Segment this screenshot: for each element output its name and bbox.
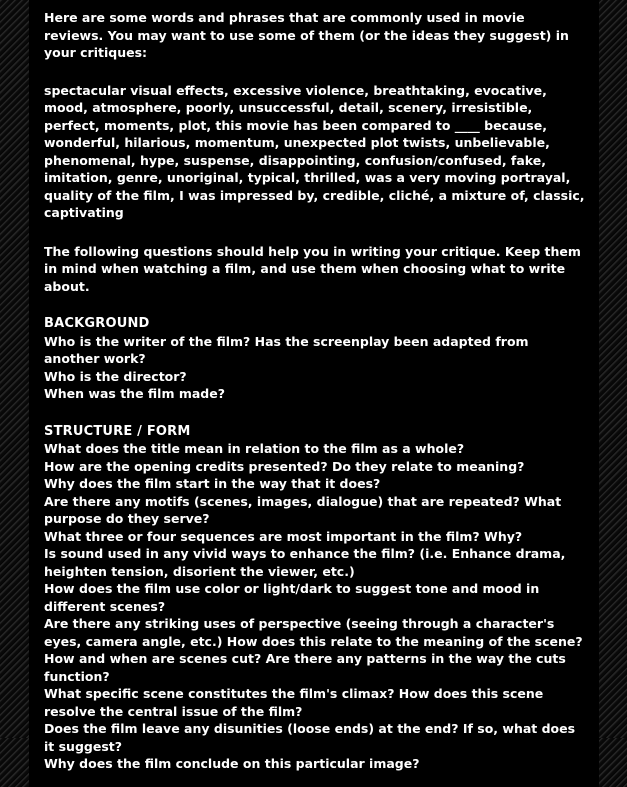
section-background <box>44 315 585 403</box>
question-item: How and when are scenes cut? Are there any patterns in the way the cuts function? <box>44 651 566 684</box>
question-item: What specific scene constitutes the film's climax? How does this scene resolve the central issue of the film? <box>44 686 544 719</box>
question-item: How are the opening credits presented? Do they relate to meaning? <box>44 458 525 474</box>
question-item: Why does the film conclude on this particular image? <box>44 756 420 771</box>
question-item: What three or four sequences are most important in the film? Why? <box>44 528 523 544</box>
instructions-paragraph: The following questions should help you in writing your critique. Keep them in mind when watching a film, and use them when choosing what to write about. <box>44 243 581 294</box>
question-item: How does the film use color or light/dark to suggest tone and mood in different scenes? <box>44 581 540 614</box>
intro-paragraph: Here are some words and phrases that are commonly used in movie reviews. You may want to use some of them (or the ideas they suggest) in your critiques: <box>44 10 569 60</box>
question-item: Does the film leave any disunities (loose ends) at the end? If so, what does it suggest? <box>44 721 576 754</box>
question-item: Are there any striking uses of perspective (seeing through a character's eyes, camera angle, etc.) How does this relate to the meaning of the scene? <box>44 616 583 649</box>
question-item: When was the film made? <box>44 386 225 401</box>
question-item: Why does the film start in the way that it does? <box>44 476 381 491</box>
question-item: Who is the director? <box>44 368 187 384</box>
question-item: Is sound used in any vivid ways to enhance the film? (i.e. Enhance drama, heighten tension, disorient the viewer, etc.) <box>44 546 566 579</box>
section-heading: STRUCTURE / FORM <box>44 423 191 439</box>
section-heading: BACKGROUND <box>44 316 150 331</box>
word-list-paragraph: spectacular visual effects, excessive violence, breathtaking, evocative, mood, atmosphere, poorly, unsuccessful, detail, scenery, irresistible, perfect, moments, plot, this movie has been compared to ____ because, wonderful, hilarious, momentum, unexpected plot twists, unbelievable, phenomenal, hype, suspense, disappointing, confusion/confused, fake, imitation, genre, unoriginal, typical, thrilled, was a very moving portrayal, quality of the film, I was impressed by, credible, cliché, a mixture of, classic, captivating <box>44 82 585 220</box>
question-item: Are there any motifs (scenes, images, dialogue) that are repeated? What purpose do they serve? <box>44 493 562 526</box>
section-structure-form <box>44 423 585 773</box>
content-area <box>29 0 599 787</box>
question-item: What does the title mean in relation to the film as a whole? <box>44 441 465 456</box>
question-item: Who is the writer of the film? Has the screenplay been adapted from another work? <box>44 333 529 366</box>
